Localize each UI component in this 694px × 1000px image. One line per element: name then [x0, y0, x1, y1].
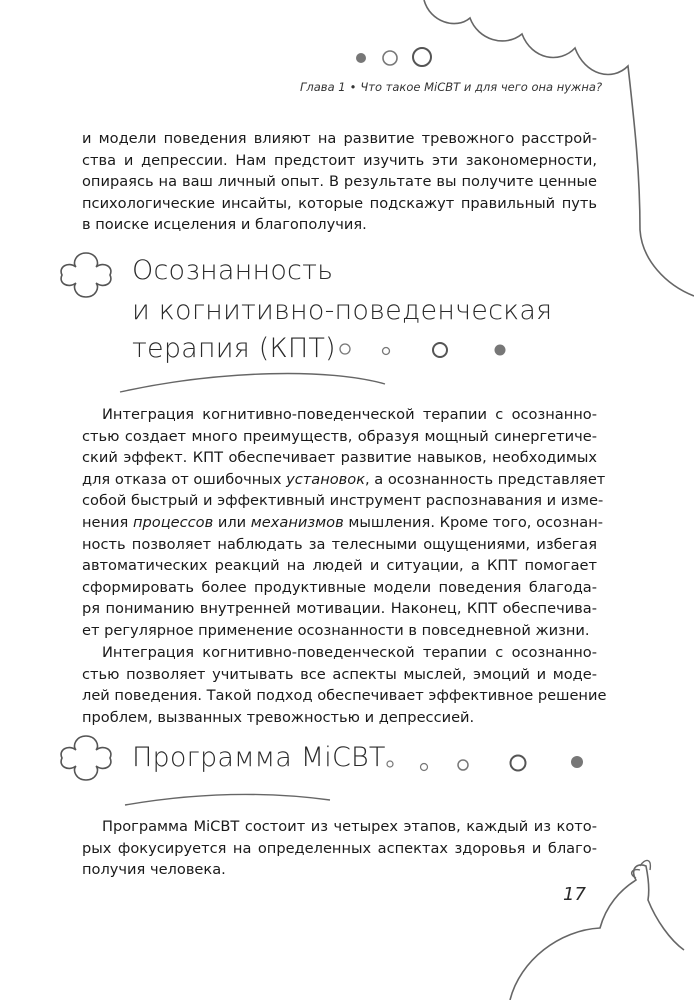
- text-line: ря пониманию внутренней мотивации. Наконец, КПТ обеспечива-: [82, 600, 597, 618]
- page-number: 17: [563, 884, 586, 905]
- text-line: ность позволяет наблюдать за телесными ощущениями, избегая: [82, 535, 597, 553]
- cloud-bottom-right-outline: [510, 865, 694, 1000]
- text-line: ства и депрессии. Нам предстоит изучить эти закономерности,: [82, 151, 597, 169]
- section2-paragraph: [82, 816, 597, 881]
- header-dots: [352, 46, 442, 70]
- text-line: получия человека.: [82, 861, 226, 879]
- text-line: и модели поведения влияют на развитие тревожного расстрой-: [82, 130, 597, 147]
- text-line: опираясь на ваш личный опыт. В результате вы получите ценные: [82, 173, 597, 191]
- text-line: [82, 512, 604, 534]
- text-line: стью создает много преимуществ, образуя мощный синергетиче-: [82, 427, 597, 445]
- chapter-title: Что такое MiCBT и для чего она нужна?: [360, 80, 603, 94]
- text-line: собой быстрый и эффективный инструмент распознавания и изме-: [82, 492, 604, 510]
- text-line: Интеграция когнитивно-поведенческой терапии с осознанно-: [102, 644, 597, 661]
- section-heading-mindfulness-line3: терапия (КПТ): [132, 333, 336, 364]
- emphasis-term: процессов: [132, 513, 214, 531]
- flower-icon: [61, 736, 111, 780]
- text-line: Интеграция когнитивно-поведенческой терапии с осознанно-: [102, 406, 597, 423]
- text-line: рых фокусируется на определенных аспектах здоровья и благо-: [82, 839, 597, 857]
- intro-paragraph: [82, 128, 597, 236]
- text-line: ский эффект. КПТ обеспечивает развитие навыков, необходимых: [82, 449, 597, 467]
- section-heading-mindfulness-line2: и когнитивно-поведенческая: [132, 295, 553, 326]
- text-run: для отказа от ошибочных: [82, 470, 287, 488]
- text-line: автоматических реакций на людей и ситуации, а КПТ помогает: [82, 557, 597, 575]
- decorative-dots: [340, 343, 506, 357]
- chapter-label: Глава 1: [300, 80, 346, 94]
- section-heading-mindfulness-line1: Осознанность: [132, 255, 334, 286]
- text-line: лей поведения. Такой подход обеспечивает эффективное решение: [82, 687, 607, 705]
- section1-paragraph2: [82, 642, 607, 728]
- text-line: сформировать более продуктивные модели поведения благода-: [82, 578, 597, 596]
- header-separator: •: [349, 80, 357, 94]
- emphasis-term: установок: [286, 470, 366, 488]
- heading-underline-swash: [120, 374, 385, 392]
- text-line: [82, 469, 606, 491]
- decorative-dots: [387, 756, 583, 771]
- cloud-bottom-swirl: [632, 860, 651, 878]
- text-run: мышления. Кроме того, осознан-: [343, 513, 604, 531]
- section1-paragraph1: [82, 404, 606, 642]
- running-head: [300, 80, 603, 94]
- text-line: стью позволяет учитывать все аспекты мыслей, эмоций и моде-: [82, 665, 597, 683]
- text-run: нения: [82, 513, 133, 531]
- section-heading-micbt-program: Программа MiCBT: [132, 742, 386, 773]
- text-run: или: [213, 513, 251, 531]
- text-line: проблем, вызванных тревожностью и депрессией.: [82, 708, 475, 726]
- flower-icon: [61, 253, 111, 297]
- text-line: Программа MiCBT состоит из четырех этапов, каждый из кото-: [102, 818, 597, 835]
- text-line: ет регулярное применение осознанности в повседневной жизни.: [82, 621, 590, 639]
- text-line: в поиске исцеления и благополучия.: [82, 216, 367, 234]
- text-run: , а осознанность представляет: [365, 470, 606, 488]
- text-line: психологические инсайты, которые подскажут правильный путь: [82, 194, 597, 212]
- emphasis-term: механизмов: [250, 513, 344, 531]
- heading-underline-swash: [125, 795, 330, 805]
